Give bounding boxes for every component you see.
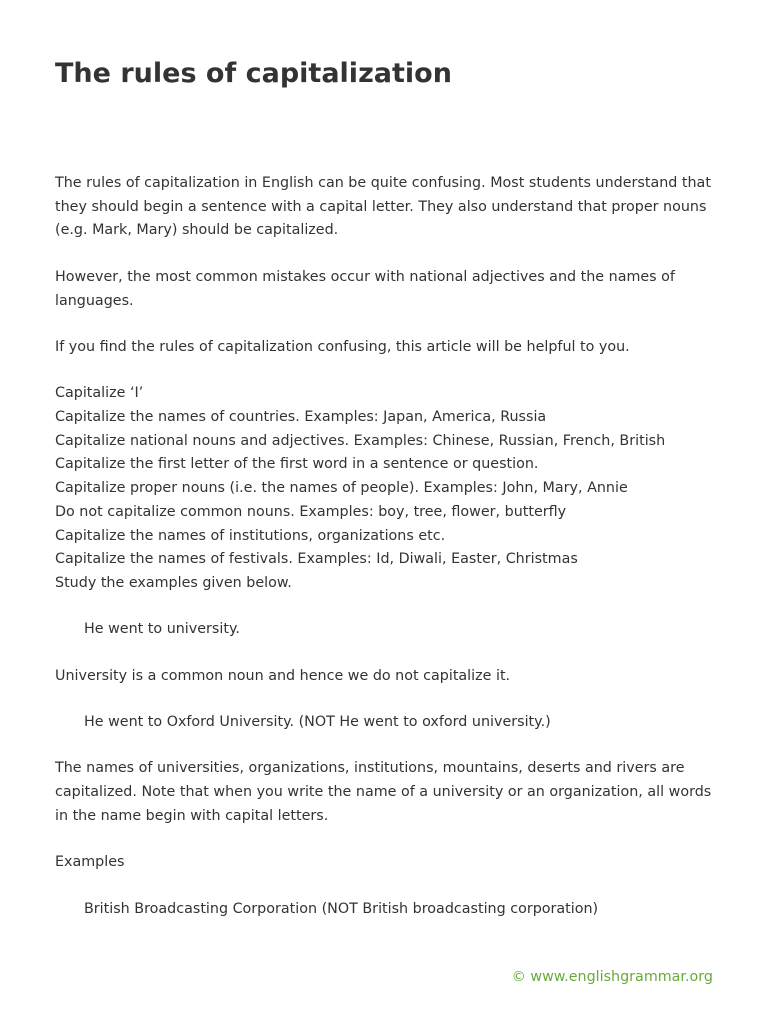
explanation-paragraph: The names of universities, organizations, institutions, mountains, deserts and rivers are capitalized. Note that when you write the name of a university or an organization, all words in the name begin with capital letters. xyxy=(55,760,712,824)
example-sentence: He went to Oxford University. (NOT He went to oxford university.) xyxy=(84,714,551,731)
rule-item: Capitalize the names of countries. Examples: Japan, America, Russia xyxy=(55,408,547,425)
explanation-paragraph: University is a common noun and hence we do not capitalize it. xyxy=(55,667,511,684)
rule-item: Capitalize ‘I’ xyxy=(55,385,144,402)
however-paragraph: However, the most common mistakes occur with national adjectives and the names of languages. xyxy=(55,268,675,309)
rule-item: Study the examples given below. xyxy=(55,574,292,591)
intro-paragraph: The rules of capitalization in English can be quite confusing. Most students understand that they should begin a sentence with a capital letter. They also understand that proper nouns (e.g. Mark, Mary) should be capitalized. xyxy=(55,175,711,239)
rule-item: Capitalize the first letter of the first word in a sentence or question. xyxy=(55,456,539,473)
helpful-paragraph: If you find the rules of capitalization confusing, this article will be helpful to you. xyxy=(55,338,630,355)
rule-item: Capitalize national nouns and adjectives. Examples: Chinese, Russian, French, British xyxy=(55,432,666,449)
page-title: The rules of capitalization xyxy=(55,58,452,89)
rule-item: Capitalize the names of institutions, organizations etc. xyxy=(55,527,446,544)
rule-item: Capitalize the names of festivals. Examples: Id, Diwali, Easter, Christmas xyxy=(55,551,578,568)
example-sentence: He went to university. xyxy=(84,621,240,638)
example-sentence: British Broadcasting Corporation (NOT British broadcasting corporation) xyxy=(84,900,599,917)
rules-list xyxy=(55,382,720,595)
copyright-footer: © www.englishgrammar.org xyxy=(511,969,713,985)
rule-item: Do not capitalize common nouns. Examples: boy, tree, flower, butterfly xyxy=(55,503,567,520)
examples-heading: Examples xyxy=(55,854,125,871)
article-body xyxy=(55,172,720,944)
rule-item: Capitalize proper nouns (i.e. the names of people). Examples: John, Mary, Annie xyxy=(55,480,628,497)
